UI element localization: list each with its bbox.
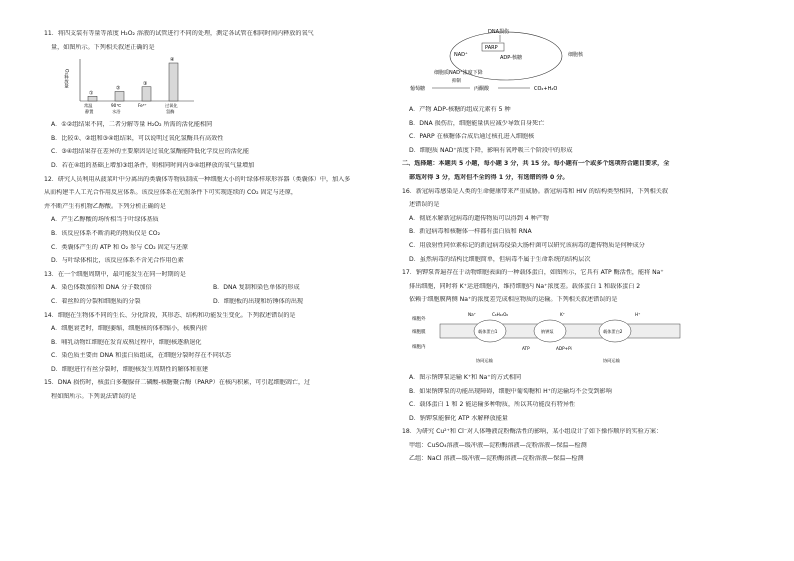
q11-option-c: C．③④组结果存在差异的主要原因是过氧化氢酶能降低化学反应的活化能 [51, 148, 249, 156]
k-label: K⁺ [560, 311, 565, 317]
q18-group-yi: 乙组：NaCl 溶液—缓冲液—淀粉酶溶液—淀粉溶液—保温—检测 [409, 455, 584, 463]
q12-stem-line3: 并不断产生有机物乙醇酸。下列分析正确的是 [44, 202, 166, 210]
left-column [44, 30, 396, 407]
q13-options-ab [44, 284, 396, 292]
q16-option-d: D．虽然病毒的结构比细胞简单，但病毒不属于生命系统的结构层次 [409, 255, 591, 263]
q12-option-c: C．类囊体产生的 ATP 和 O₂ 参与 CO₂ 固定与还原 [51, 243, 189, 251]
q11-bar-chart [64, 55, 396, 115]
chart-bar [115, 92, 124, 102]
q12-option-b: B．该反应体系不断消耗的物质仅是 CO₂ [51, 229, 161, 237]
parp-diagram-svg [402, 26, 662, 100]
bar-category-label: 水浴 [112, 109, 121, 115]
outside-label: 细胞外 [412, 316, 426, 322]
q11-option-a: A．①②组结果不同，二者分解等量 H₂O₂ 所需的活化能相同 [51, 121, 213, 129]
cotransport-label-1: 协同运输 [476, 357, 493, 363]
q15-stem-line2: 程如图所示。下列说法错误的是 [51, 393, 137, 401]
parp-label: PARP [485, 45, 498, 51]
q15-stem-line1: 15．DNA 损伤时，核蛋白多聚腺苷二磷酸-核糖聚合酶（PARP）在核内积累，可引起细胞凋亡，过 [44, 379, 311, 387]
chart-bar [88, 96, 97, 101]
bar-number-label: ① [89, 90, 94, 97]
q16-stem-line2: 述错误的是 [409, 201, 440, 209]
q17-stem-line1: 17．钠钾泵普遍存在于动物细胞表面的一种载体蛋白，如图所示，它具有 ATP 酶活性，能将 Na⁺ [402, 269, 664, 277]
bar-category-label: 静置 [85, 109, 94, 115]
section2-heading-line2: 部选对得 3 分，选对但不全的得 1 分，有选错的得 0 分。 [409, 173, 569, 181]
q12-option-d: D．与叶绿体相比，该反应体系不含光合作用色素 [51, 257, 184, 265]
co2-label: CO₂+H₂O [534, 86, 558, 92]
q11-stem-line1: 11．将四支装有等量等浓度 H₂O₂ 溶液的试管进行不同的处理，测定各试管在相同时间内释放的氧气 [44, 30, 314, 37]
q14-stem: 14．细胞在生物体不同的生长、分化阶段，其形态、结构和功能发生变化。下列叙述错误的是 [44, 311, 296, 319]
dna-damage-label: DNA损伤 [488, 29, 510, 35]
membrane-label: 细胞膜 [412, 329, 426, 335]
q16-option-c: C．用放射性同位素标记的新冠病毒侵染大肠杆菌可以研究该病毒的遗传物质是何种成分 [409, 241, 645, 249]
bar-number-label: ② [116, 85, 121, 92]
nad-drop-label: 细胞质NAD⁺浓度下降 [434, 70, 483, 76]
h-label: H⁺ [635, 311, 641, 317]
q12-option-a: A．产生乙醇酸的场所相当于叶绿体基质 [51, 216, 159, 224]
carrier2-label: 载体蛋白2 [603, 328, 623, 334]
q16-option-b: B．新冠病毒和核糖体一样都有蛋白质和 RNA [409, 228, 532, 236]
q18-stem: 18．为研究 Cu²⁺和 Cl⁻对人体唾液淀粉酶活性的影响，某小组设计了如下操作顺序的实验方案： [402, 428, 663, 436]
q17-option-d: D．钠钾泵能催化 ATP 水解释放能量 [409, 414, 508, 422]
pyruvate-label: 丙酮酸 [474, 86, 490, 92]
q16-option-a: A．彻底水解新冠病毒的遗传物质可以得到 4 种产物 [409, 214, 549, 222]
chart-bars [84, 57, 178, 115]
q17-stem-line2: 排出细胞，同时将 K⁺运进细胞内，维持细胞内 Na⁺浓度差。载体蛋白 1 和载体蛋白 2 [409, 282, 641, 290]
parp-pathway-diagram [402, 26, 754, 100]
inside-label: 细胞内 [412, 344, 426, 350]
q16-stem-line1: 16．新冠病毒感染是人类的生命健康带来严重威胁。新冠病毒和 HIV 的结构类型相同，下列相关叙 [402, 187, 668, 195]
q14-option-c: C．染色质主要由 DNA 和蛋白质组成，在细胞分裂时存在不同状态 [51, 352, 231, 360]
right-column [402, 26, 754, 469]
q13-options-cd [44, 298, 396, 306]
adp-pi-label: ADP+Pi [556, 345, 572, 351]
bar-category-label: 过氧化 [165, 103, 178, 109]
na-label-1: Na⁺ [468, 311, 476, 317]
section2-heading-line1: 二、选择题：本题共 5 小题，每小题 3 分，共 15 分。每小题有一个或多个选项符合题目要求，全 [402, 160, 670, 168]
atp-label: ATP [522, 345, 530, 351]
bar-category-label: 90℃ [111, 103, 122, 109]
q14-option-b: B．哺乳动物红细胞在发育成熟过程中，细胞核逐渐退化 [51, 338, 202, 346]
q15-option-d: D．细胞质 NAD⁺浓度下降，影响有氧呼吸三个阶段中的形成 [409, 146, 573, 154]
q17-option-b: B．如果钠钾泵的功能出现障碍，细胞中葡萄糖和 H⁺的运输均不会受到影响 [409, 387, 612, 395]
sodium-potassium-pump-figure [410, 308, 754, 368]
q13-option-a: A．染色体数加倍和 DNA 分子数加倍 [51, 284, 152, 292]
q15-option-b: B．DNA 损伤后，细胞能量供应减少导致自身死亡 [409, 119, 545, 127]
q13-option-c: C．着丝粒的分裂和细胞质的分裂 [51, 297, 141, 305]
q12-stem-line1: 12．研究人员利用从菠菜叶中分离出的类囊体等物质制成一种细胞大小的叶绿体样球形容器（类囊体）中，加入多 [44, 175, 351, 183]
bar-number-label: ④ [170, 57, 175, 64]
q11-stem-line2: 量，如图所示。下列相关叙述正确的是 [51, 43, 155, 51]
bar-category-label: Fe³⁺ [138, 103, 147, 109]
chart-ylabel: O₂释放量 [64, 69, 69, 89]
carrier1-label: 载体蛋白1 [478, 328, 498, 334]
chart-bar [169, 63, 178, 101]
q18-group-jia: 甲组：CuSO₄溶液—缓冲液—淀粉酶溶液—淀粉溶液—保温—检测 [409, 441, 587, 449]
q14-option-a: A．细胞衰老时，细胞萎缩，细胞核的体积缩小，核膜内折 [51, 325, 208, 333]
q11-option-b: B．比较①、②组和③④组结果，可以说明过氧化氢酶具有高效性 [51, 134, 224, 142]
cotransport-label-2: 协同运输 [603, 357, 620, 363]
q15-option-c: C．PARP 在核糖体合成后通过核孔进入细胞核 [409, 133, 535, 141]
inhibit-label: 抑制 [452, 79, 461, 84]
q12-stem-line2: 从而构建半人工光合作用反应体系。该反应体系在光照条件下可实现连续的 CO₂ 固定与还原， [44, 189, 298, 197]
chart-bar [142, 87, 151, 101]
q17-option-a: A．图示钠钾泵运输 K⁺和 Na⁺的方式相同 [409, 373, 522, 381]
q11-option-d: D．若在④组的基础上增加③组条件，则相同时间内③④组释放的氧气量增加 [51, 161, 255, 169]
nad-label: NAD⁺ [454, 52, 468, 58]
bar-number-label: ③ [143, 80, 148, 87]
glucose-label: C₆H₁₂O₆ [492, 311, 509, 317]
pump-label: 钠钾泵 [541, 328, 554, 334]
q15-option-a: A．产物 ADP-核糖的组成元素有 5 种 [409, 106, 511, 113]
adp-ribose-label: ADP-核糖 [500, 55, 522, 61]
q17-stem-line3: 依赖于细胞膜两侧 Na⁺的浓度差完成相应物质的运输。下列相关叙述错误的是 [409, 296, 618, 304]
q13-stem: 13．在一个细胞周期中，最可能发生在同一时期的是 [44, 270, 186, 278]
q13-option-d: D．细胞板的出现和纺锤体的出现 [213, 297, 304, 305]
bar-category-label: 氢酶 [166, 109, 175, 115]
q14-option-d: D．细胞进行有丝分裂时，细胞核发生周期性的解体和重建 [51, 365, 209, 373]
q11-chart-svg [64, 55, 204, 115]
pump-figure-svg [410, 308, 710, 368]
nucleus-label: 细胞核 [568, 52, 584, 58]
q13-option-b: B．DNA 复制和染色单体的形成 [213, 284, 300, 292]
q17-option-c: C．载体蛋白 1 和 2 能运输多种物质，所以其功能没有特异性 [409, 401, 576, 409]
glucose-label: 葡萄糖 [410, 86, 426, 92]
bar-category-label: 常温 [84, 103, 93, 109]
